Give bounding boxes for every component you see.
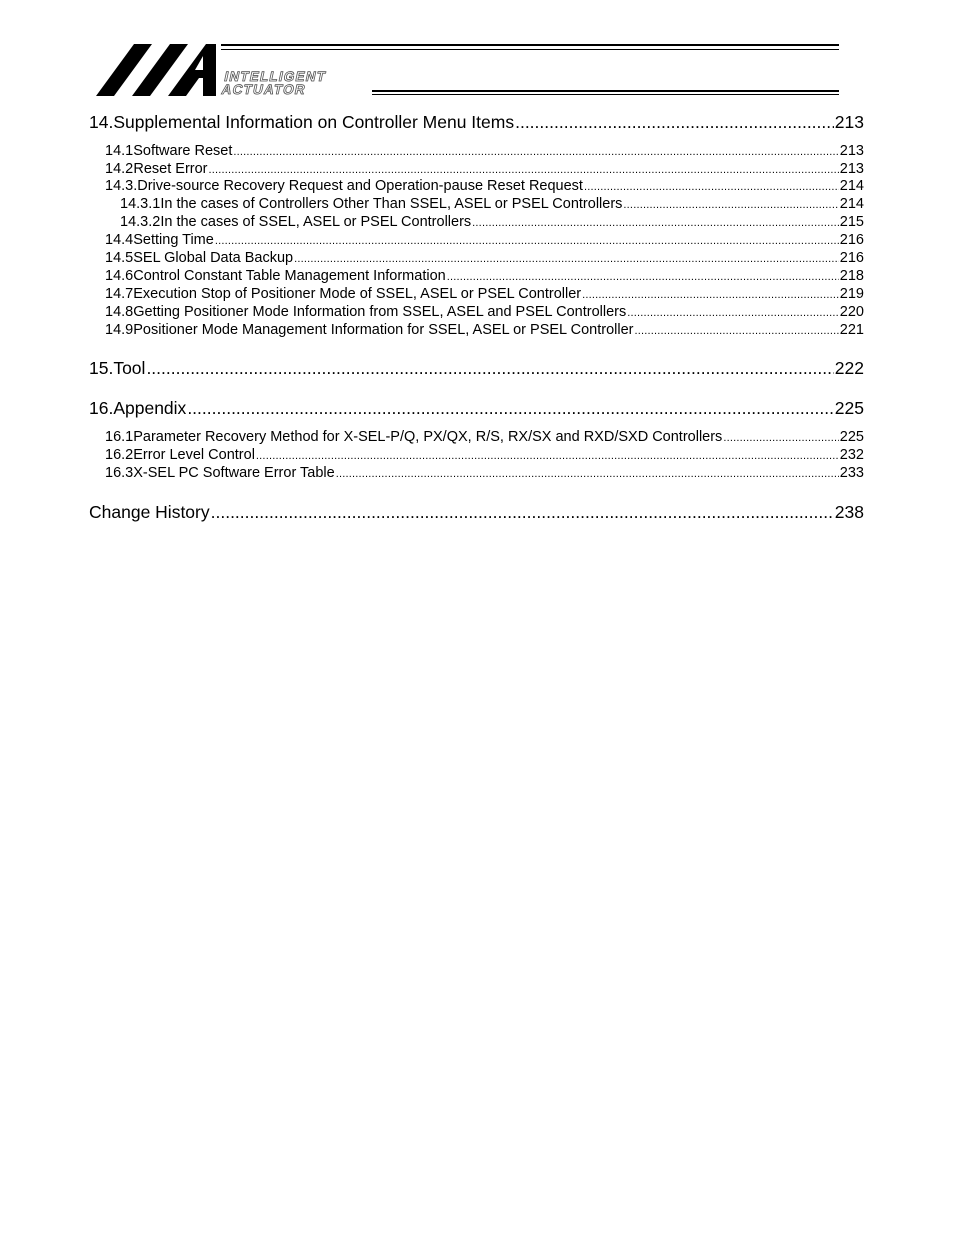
header-rule-top — [221, 44, 839, 46]
toc-page: 218 — [839, 268, 864, 284]
toc-number: 16.1 — [105, 429, 134, 445]
toc-leader — [233, 144, 838, 161]
toc-leader — [634, 323, 838, 340]
toc-entry-change-history[interactable] — [89, 502, 864, 522]
toc-number: 14.2 — [105, 161, 134, 177]
toc-page: 222 — [834, 358, 864, 378]
toc-number: 14.6 — [105, 268, 134, 284]
toc-number: 16.2 — [105, 447, 134, 463]
toc-title: Positioner Mode Management Information for SSEL, ASEL or PSEL Controller — [133, 322, 634, 338]
toc-number: 16. — [89, 398, 114, 418]
toc-title: Supplemental Information on Controller Menu Items — [113, 112, 515, 132]
toc-entry-14-3-1[interactable] — [120, 196, 864, 214]
toc-entry-14-9[interactable] — [105, 322, 864, 340]
toc-leader — [211, 502, 834, 522]
toc-entry-14-3[interactable] — [105, 178, 864, 196]
toc-page: 238 — [834, 502, 864, 522]
toc-page: 214 — [839, 178, 864, 194]
toc-number: 15. — [89, 358, 114, 378]
toc-number: 14.3.1 — [120, 196, 161, 212]
toc-title: Error Level Control — [133, 447, 255, 463]
toc-leader — [623, 197, 838, 214]
toc-leader — [627, 305, 839, 322]
toc-number: 14.5 — [105, 250, 134, 266]
iai-logo-icon — [96, 44, 216, 96]
toc-leader — [447, 269, 839, 286]
toc-entry-ch14[interactable] — [89, 112, 864, 132]
header-rule-top-thin — [221, 49, 839, 50]
toc-entry-14-2[interactable] — [105, 161, 864, 179]
toc-page: 213 — [839, 161, 864, 177]
toc-leader — [187, 398, 833, 418]
toc-page: 219 — [839, 286, 864, 302]
toc-leader — [723, 430, 838, 447]
toc-number: 14.3. — [105, 178, 138, 194]
toc-entry-14-3-2[interactable] — [120, 214, 864, 232]
toc-leader — [215, 233, 839, 250]
toc-entry-14-8[interactable] — [105, 304, 864, 322]
toc-page: 216 — [839, 250, 864, 266]
toc-page: 213 — [834, 112, 864, 132]
toc-entry-14-7[interactable] — [105, 286, 864, 304]
toc-title: In the cases of Controllers Other Than SSEL, ASEL or PSEL Controllers — [160, 196, 623, 212]
toc-page: 220 — [839, 304, 864, 320]
toc-entry-16-3[interactable] — [105, 465, 864, 483]
toc-number: 14.8 — [105, 304, 134, 320]
toc-entry-14-6[interactable] — [105, 268, 864, 286]
toc-page: 232 — [839, 447, 864, 463]
header-rule-bottom — [372, 90, 839, 92]
toc-page: 214 — [839, 196, 864, 212]
toc-leader — [146, 358, 833, 378]
toc-page: 216 — [839, 232, 864, 248]
toc-title: Control Constant Table Management Information — [133, 268, 446, 284]
toc-page: 221 — [839, 322, 864, 338]
toc-leader — [584, 179, 839, 196]
toc-number: 14.9 — [105, 322, 134, 338]
toc-number: 14.7 — [105, 286, 134, 302]
toc-title: SEL Global Data Backup — [133, 250, 294, 266]
toc-title: Reset Error — [133, 161, 208, 177]
toc-entry-ch15[interactable] — [89, 358, 864, 378]
toc-leader — [256, 448, 839, 465]
toc-number: 14.4 — [105, 232, 134, 248]
toc-leader — [209, 162, 839, 179]
toc-leader — [515, 112, 834, 132]
toc-number: 14.1 — [105, 143, 134, 159]
toc-page: 225 — [839, 429, 864, 445]
toc-entry-14-4[interactable] — [105, 232, 864, 250]
toc-page: 213 — [839, 143, 864, 159]
toc-title: Appendix — [113, 398, 187, 418]
toc-leader — [336, 466, 839, 483]
toc-page: 233 — [839, 465, 864, 481]
toc-entry-16-2[interactable] — [105, 447, 864, 465]
toc-title: Getting Positioner Mode Information from SSEL, ASEL and PSEL Controllers — [133, 304, 627, 320]
toc-title: Change History — [89, 502, 210, 522]
toc-number: 14. — [89, 112, 114, 132]
toc-title: Execution Stop of Positioner Mode of SSEL, ASEL or PSEL Controller — [133, 286, 582, 302]
toc-number: 16.3 — [105, 465, 134, 481]
toc-title: Parameter Recovery Method for X-SEL-P/Q, PX/QX, R/S, RX/SX and RXD/SXD Controllers — [133, 429, 723, 445]
toc-leader — [472, 215, 839, 232]
toc-title: X-SEL PC Software Error Table — [133, 465, 335, 481]
brand-line-1: INTELLIGENT — [223, 69, 328, 84]
toc-title: Setting Time — [133, 232, 214, 248]
toc-title: In the cases of SSEL, ASEL or PSEL Controllers — [160, 214, 472, 230]
toc-leader — [294, 251, 839, 268]
toc-entry-ch16[interactable] — [89, 398, 864, 418]
toc-page: 215 — [839, 214, 864, 230]
toc-entry-16-1[interactable] — [105, 429, 864, 447]
toc-page: 225 — [834, 398, 864, 418]
brand-wordmark — [220, 70, 327, 96]
toc-title: Software Reset — [133, 143, 233, 159]
toc-title: Tool — [113, 358, 146, 378]
brand-line-2: ACTUATOR — [220, 82, 308, 97]
header-rule-bottom-thin — [372, 94, 839, 95]
toc-leader — [582, 287, 839, 304]
toc-title: Drive-source Recovery Request and Operation-pause Reset Request — [137, 178, 583, 194]
toc-number: 14.3.2 — [120, 214, 161, 230]
toc-entry-14-1[interactable] — [105, 143, 864, 161]
toc-entry-14-5[interactable] — [105, 250, 864, 268]
